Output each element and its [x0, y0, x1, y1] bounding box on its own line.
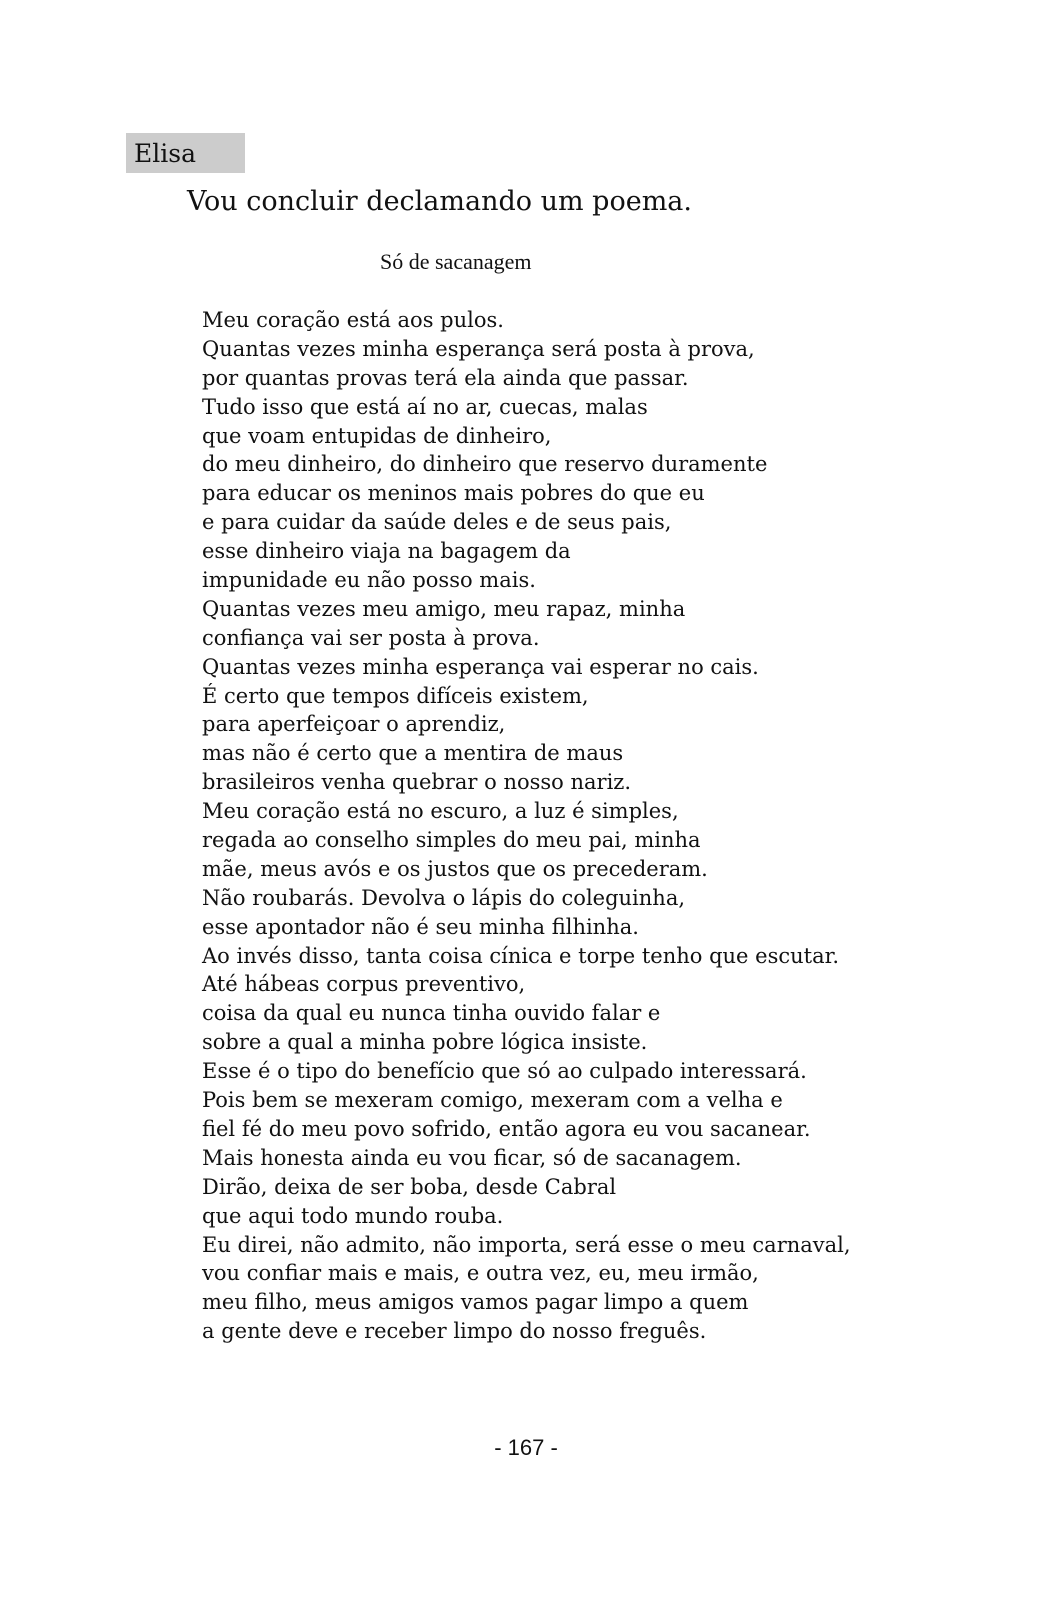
poem-line: meu filho, meus amigos vamos pagar limpo a quem	[202, 1290, 749, 1315]
poem-line: Até hábeas corpus preventivo,	[202, 972, 526, 997]
poem-line: regada ao conselho simples do meu pai, minha	[202, 828, 701, 853]
page-number: - 167 -	[494, 1435, 558, 1460]
poem-line: mas não é certo que a mentira de maus	[202, 741, 624, 766]
speaker-label: Elisa	[126, 133, 245, 173]
poem-line: fiel fé do meu povo sofrido, então agora eu vou sacanear.	[202, 1116, 811, 1141]
poem-title: Só de sacanagem	[380, 249, 532, 274]
poem-line: brasileiros venha quebrar o nosso nariz.	[202, 770, 632, 795]
poem-line: Esse é o tipo do benefício que só ao culpado interessará.	[202, 1059, 807, 1084]
poem-line: do meu dinheiro, do dinheiro que reservo duramente	[202, 452, 768, 477]
poem-line: Quantas vezes minha esperança será posta à prova,	[202, 336, 755, 361]
poem-line: vou confiar mais e mais, e outra vez, eu, meu irmão,	[202, 1261, 759, 1286]
poem-line: Quantas vezes meu amigo, meu rapaz, minha	[202, 596, 686, 621]
poem-line: e para cuidar da saúde deles e de seus pais,	[202, 510, 672, 535]
poem-line: Não roubarás. Devolva o lápis do coleguinha,	[202, 885, 686, 910]
poem-line: É certo que tempos difíceis existem,	[202, 683, 589, 708]
poem-line: Pois bem se mexeram comigo, mexeram com a velha e	[202, 1088, 783, 1113]
poem-line: a gente deve e receber limpo do nosso freguês.	[202, 1319, 707, 1344]
poem-line: esse apontador não é seu minha filhinha.	[202, 914, 639, 939]
poem-line: que voam entupidas de dinheiro,	[202, 423, 552, 448]
poem-line: coisa da qual eu nunca tinha ouvido falar e	[202, 1001, 661, 1026]
poem-line: Dirão, deixa de ser boba, desde Cabral	[202, 1174, 617, 1199]
poem-line: para aperfeiçoar o aprendiz,	[202, 712, 506, 737]
poem-line: para educar os meninos mais pobres do que eu	[202, 481, 705, 506]
poem-line: Tudo isso que está aí no ar, cuecas, malas	[202, 394, 648, 419]
poem-line: Eu direi, não admito, não importa, será esse o meu carnaval,	[202, 1232, 851, 1257]
poem-line: por quantas provas terá ela ainda que passar.	[202, 365, 689, 390]
poem-line: Quantas vezes minha esperança vai esperar no cais.	[202, 654, 759, 679]
poem-line: Mais honesta ainda eu vou ficar, só de sacanagem.	[202, 1145, 742, 1170]
poem-body	[202, 306, 851, 1346]
intro-text: Vou concluir declamando um poema.	[187, 186, 692, 217]
poem-line: Meu coração está no escuro, a luz é simples,	[202, 799, 679, 824]
poem-line: impunidade eu não posso mais.	[202, 568, 536, 593]
poem-line: sobre a qual a minha pobre lógica insiste.	[202, 1030, 648, 1055]
poem-line: que aqui todo mundo rouba.	[202, 1203, 504, 1228]
poem-line: Meu coração está aos pulos.	[202, 308, 504, 332]
poem-line: confiança vai ser posta à prova.	[202, 625, 540, 650]
poem-line: esse dinheiro viaja na bagagem da	[202, 539, 571, 564]
poem-line: Ao invés disso, tanta coisa cínica e torpe tenho que escutar.	[202, 943, 839, 968]
poem-line: mãe, meus avós e os justos que os precederam.	[202, 856, 708, 881]
